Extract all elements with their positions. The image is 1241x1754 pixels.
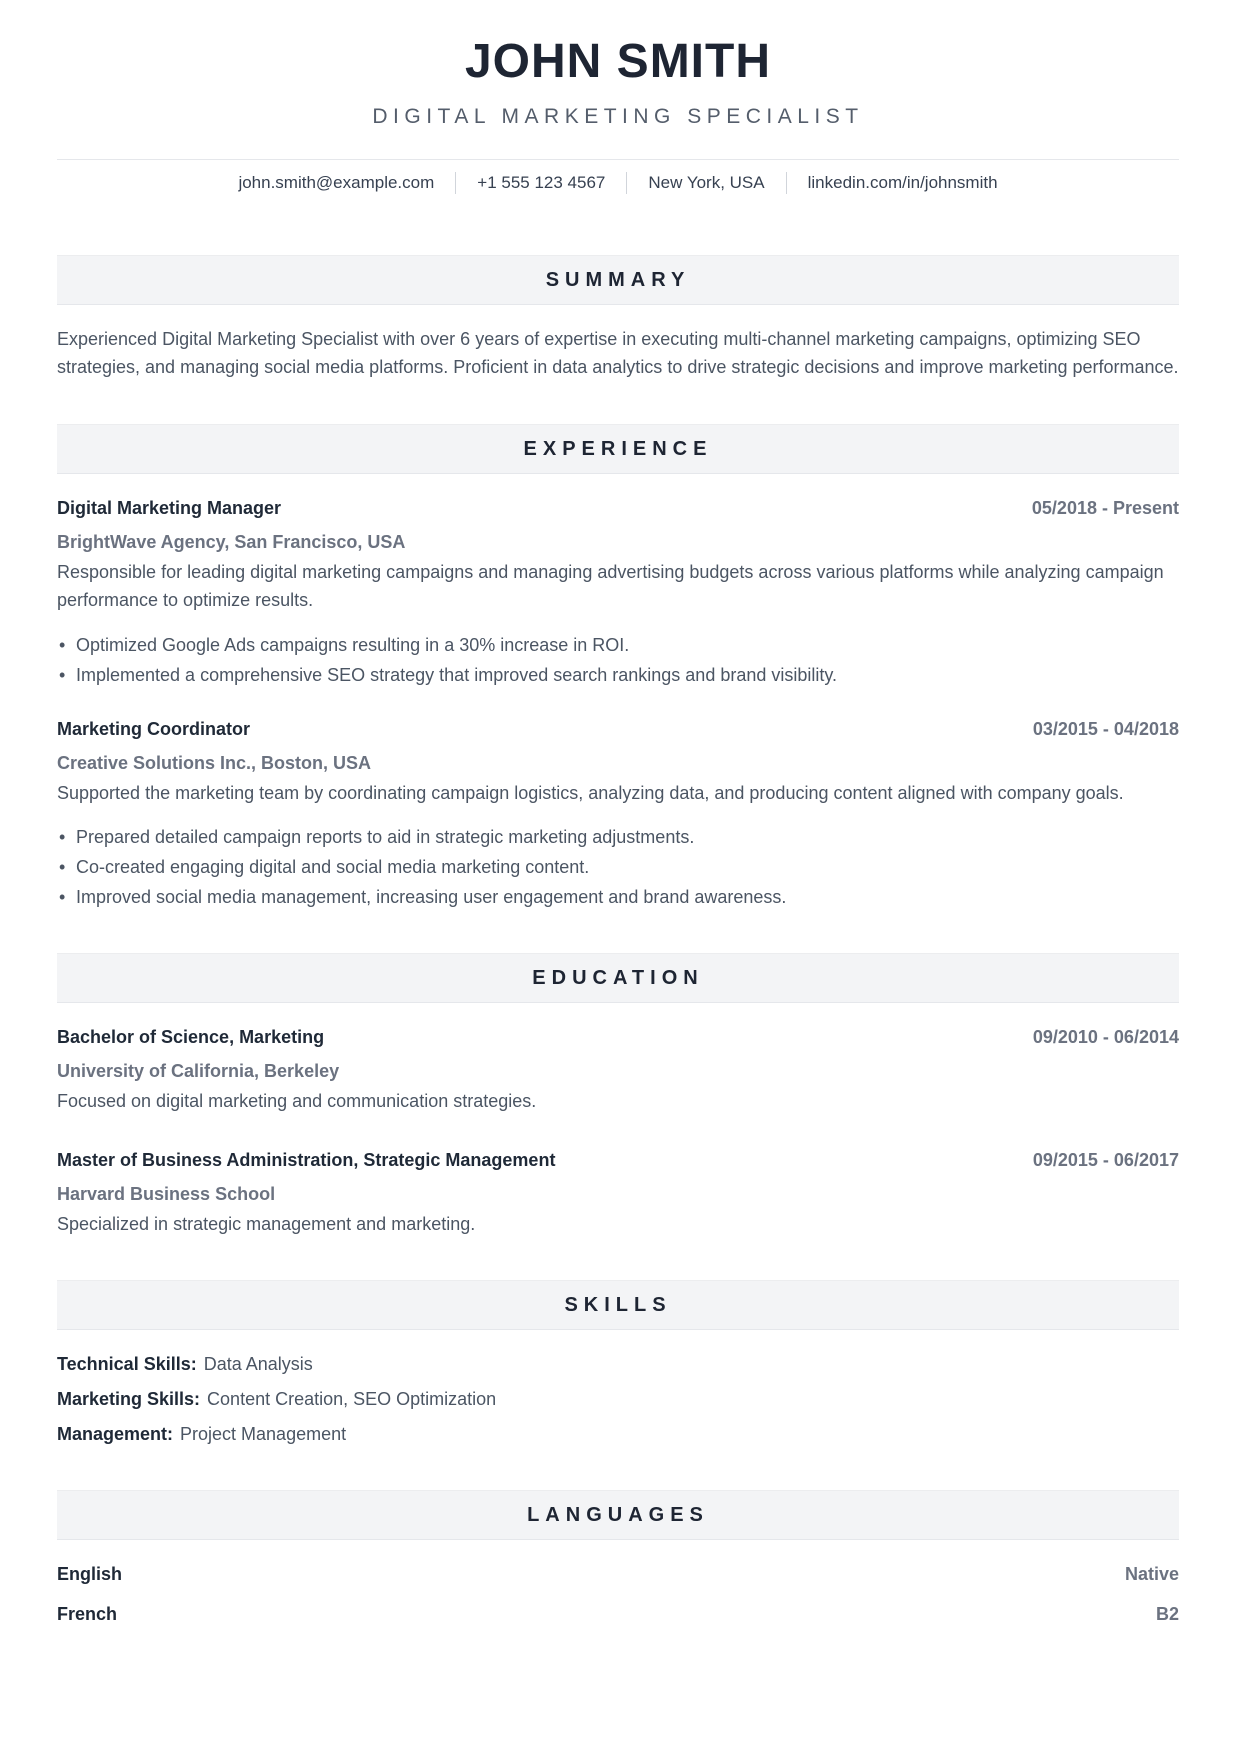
contact-linkedin: linkedin.com/in/johnsmith bbox=[807, 172, 998, 192]
job-company: BrightWave Agency, San Francisco, USA bbox=[57, 531, 406, 552]
experience-heading: EXPERIENCE bbox=[57, 424, 1179, 474]
skills-heading: SKILLS bbox=[57, 1280, 1179, 1330]
contact-divider bbox=[626, 172, 627, 194]
languages-heading: LANGUAGES bbox=[57, 1490, 1179, 1540]
degree-school: Harvard Business School bbox=[57, 1183, 276, 1204]
contact-email: john.smith@example.com bbox=[238, 172, 435, 192]
education-heading: EDUCATION bbox=[57, 953, 1179, 1003]
skill-category-label: Management: bbox=[57, 1424, 174, 1445]
education-entry bbox=[57, 1146, 1179, 1239]
language-level: Native bbox=[1124, 1564, 1179, 1585]
job-bullet: • Prepared detailed campaign reports to aid in strategic marketing adjustments. bbox=[57, 823, 1179, 851]
job-title: Marketing Coordinator bbox=[57, 718, 251, 739]
section-languages bbox=[57, 1490, 1179, 1628]
degree-dates: 09/2010 - 06/2014 bbox=[1032, 1027, 1179, 1048]
degree-description: Specialized in strategic management and marketing. bbox=[57, 1213, 476, 1234]
job-bullet-list bbox=[57, 631, 1179, 689]
language-row bbox=[57, 1560, 1179, 1588]
job-title: Digital Marketing Manager bbox=[57, 497, 282, 518]
skill-values: Project Management bbox=[180, 1424, 347, 1445]
language-name: French bbox=[57, 1604, 118, 1625]
language-level: B2 bbox=[1155, 1604, 1179, 1625]
job-bullet: • Optimized Google Ads campaigns resulting in a 30% increase in ROI. bbox=[57, 631, 1179, 659]
skill-category-label: Marketing Skills: bbox=[57, 1389, 201, 1410]
degree-description: Focused on digital marketing and communication strategies. bbox=[57, 1091, 537, 1112]
contact-row bbox=[57, 171, 1179, 195]
job-bullet: • Improved social media management, increasing user engagement and brand awareness. bbox=[57, 883, 1179, 911]
contact-location: New York, USA bbox=[648, 172, 765, 192]
skill-values: Content Creation, SEO Optimization bbox=[207, 1389, 497, 1410]
job-company: Creative Solutions Inc., Boston, USA bbox=[57, 752, 372, 773]
job-bullet: • Implemented a comprehensive SEO strategy that improved search rankings and brand visibility. bbox=[57, 661, 1179, 689]
degree-dates: 09/2015 - 06/2017 bbox=[1032, 1149, 1179, 1170]
header-divider bbox=[57, 159, 1179, 160]
section-summary bbox=[57, 255, 1179, 382]
skill-line bbox=[57, 1385, 1179, 1413]
contact-phone: +1 555 123 4567 bbox=[477, 172, 606, 192]
experience-entry bbox=[57, 715, 1179, 912]
resume-header bbox=[57, 36, 1179, 195]
section-skills bbox=[57, 1280, 1179, 1448]
education-entry bbox=[57, 1023, 1179, 1116]
job-dates: 03/2015 - 04/2018 bbox=[1032, 718, 1179, 739]
degree-title: Bachelor of Science, Marketing bbox=[57, 1027, 325, 1048]
degree-school: University of California, Berkeley bbox=[57, 1061, 340, 1082]
skill-category-label: Technical Skills: bbox=[57, 1354, 197, 1375]
summary-text: Experienced Digital Marketing Specialist with over 6 years of expertise in executing multi-channel marketing campaigns, optimizing SEO strategies, and managing social media platforms. Proficient in data analytics to drive strategic decisions and improve marketing performance. bbox=[57, 328, 1179, 378]
skill-line bbox=[57, 1350, 1179, 1378]
job-bullet: • Co-created engaging digital and social media marketing content. bbox=[57, 853, 1179, 881]
degree-title: Master of Business Administration, Strategic Management bbox=[57, 1149, 556, 1170]
summary-heading: SUMMARY bbox=[57, 255, 1179, 305]
language-row bbox=[57, 1600, 1179, 1628]
job-dates: 05/2018 - Present bbox=[1031, 497, 1179, 518]
job-description: Responsible for leading digital marketing campaigns and managing advertising budgets across various platforms while analyzing campaign performance to optimize results. bbox=[57, 561, 1164, 611]
contact-divider bbox=[786, 172, 787, 194]
experience-entry bbox=[57, 494, 1179, 689]
section-experience bbox=[57, 424, 1179, 912]
section-education bbox=[57, 953, 1179, 1238]
candidate-name: JOHN SMITH bbox=[464, 35, 771, 88]
contact-divider bbox=[455, 172, 456, 194]
job-description: Supported the marketing team by coordinating campaign logistics, analyzing data, and producing content aligned with company goals. bbox=[57, 782, 1124, 803]
skill-line bbox=[57, 1420, 1179, 1448]
skill-values: Data Analysis bbox=[203, 1354, 313, 1375]
job-bullet-list bbox=[57, 823, 1179, 911]
language-name: English bbox=[57, 1564, 123, 1585]
candidate-title: DIGITAL MARKETING SPECIALIST bbox=[372, 104, 864, 128]
